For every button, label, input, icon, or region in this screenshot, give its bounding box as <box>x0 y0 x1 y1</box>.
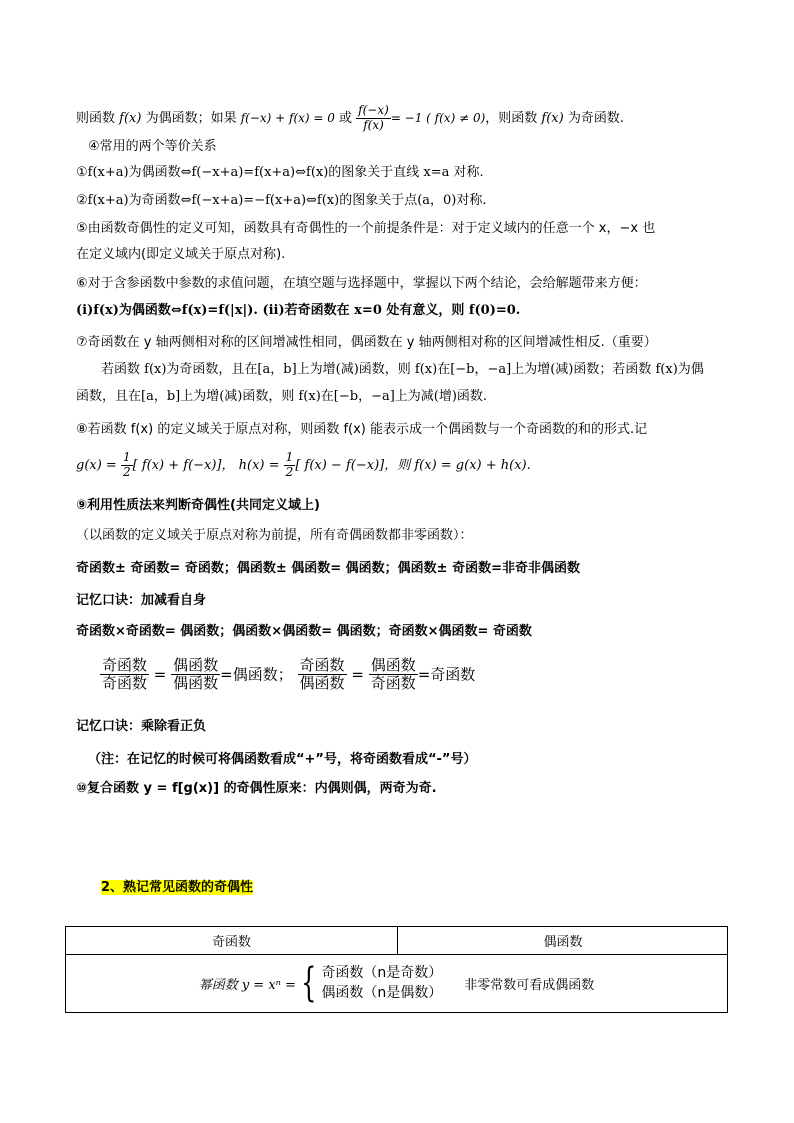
section-heading: 2、熟记常见函数的奇偶性 <box>101 880 254 895</box>
ratio-fraction: $\frac{f(-x)}{f(x)}$ <box>358 103 389 132</box>
composite-function-rule: ⑩复合函数 y = f[g(x)] 的奇偶性原来：内偶则偶，两奇为奇. <box>76 781 437 796</box>
division-mnemonic: 记忆口诀：乘除看正负 <box>76 719 207 734</box>
monotonicity-property: ⑦奇函数在 y 轴两侧相对称的区间增减性相同，偶函数在 y 轴两侧相对称的区间增减性相反.（重要） <box>76 335 657 350</box>
even-shift-equivalence: ①f(x+a)为偶函数⇔f(−x+a)=f(x+a)⇔f(x)的图象关于直线 x=a 对称. <box>76 165 484 180</box>
monotonicity-detail: 若函数 f(x)为奇函数，且在[a，b]上为增(减)函数，则 f(x)在[−b，−a]上为增(减)函数；若函数 f(x)为偶 <box>101 362 704 377</box>
odd-function-definition-line: 则函数 f(x) 为偶函数；如果 f(−x) + f(x) = 0 或 $\frac{f(-x)}{f(x)}$ = −1 ( f(x) ≠ 0)，则函数 f(x) 为奇函数. <box>76 103 624 132</box>
addition-mnemonic: 记忆口诀：加减看自身 <box>76 593 207 608</box>
equivalence-heading: ④常用的两个等价关系 <box>88 139 217 154</box>
constant-note: 非零常数可看成偶函数 <box>464 977 595 993</box>
even-over-odd-fraction: $\frac{\text{偶函数}}{\text{奇函数}}$ <box>370 656 416 693</box>
property-method-premise: （以函数的定义域关于原点对称为前提，所有奇偶函数都非零函数）： <box>76 528 473 543</box>
domain-symmetry-note: ⑤由函数奇偶性的定义可知，函数具有奇偶性的一个前提条件是：对于定义域内的任意一个 x，−x 也 <box>76 221 656 236</box>
decomposition-formula: g(x) = $\frac{1}{2}$ [ f(x) + f(−x)]， h(x) = $\frac{1}{2}$ [ f(x) − f(−x)]，则 f(x) = g(x) + h(x). <box>76 450 531 479</box>
left-brace: { <box>301 960 317 1006</box>
property-method-heading: ⑨利用性质法来判断奇偶性(共同定义域上) <box>76 498 320 513</box>
half-fraction-1: $\frac{1}{2}$ <box>122 450 131 479</box>
parameter-conclusions: (i)f(x)为偶函数⇔f(x)=f(|x|). (ii)若奇函数在 x=0 处有意义，则 f(0)=0. <box>76 303 521 318</box>
division-rules: $\frac{\text{奇函数}}{\text{奇函数}}$ = $\frac{\text{偶函数}}{\text{偶函数}}$ =偶函数； $\frac{\text{奇函数}}{\text{偶函数}}$ = $\frac{\text{偶函数}}{\text{奇函数}}$ =奇函数 <box>102 656 476 693</box>
decomposition-property: ⑧若函数 f(x) 的定义域关于原点对称，则函数 f(x) 能表示成一个偶函数与一个奇函数的和的形式.记 <box>76 422 648 437</box>
odd-over-odd-fraction: $\frac{\text{奇函数}}{\text{奇函数}}$ <box>102 656 148 693</box>
multiplication-rules: 奇函数×奇函数= 偶函数；偶函数×偶函数= 偶函数；奇函数×偶函数= 奇函数 <box>76 624 532 639</box>
power-cases: 奇函数（n是奇数） 偶函数（n是偶数） <box>321 965 443 1001</box>
half-fraction-2: $\frac{1}{2}$ <box>285 450 294 479</box>
parity-table <box>65 926 728 1013</box>
even-over-even-fraction: $\frac{\text{偶函数}}{\text{偶函数}}$ <box>173 656 219 693</box>
odd-shift-equivalence: ②f(x+a)为奇函数⇔f(−x+a)=−f(x+a)⇔f(x)的图象关于点(a，0)对称. <box>76 193 487 208</box>
domain-symmetry-note-cont: 在定义域内(即定义域关于原点对称). <box>76 247 286 262</box>
odd-over-even-fraction: $\frac{\text{奇函数}}{\text{偶函数}}$ <box>299 656 345 693</box>
table-header-even: 偶函数 <box>543 935 583 950</box>
parameter-tip: ⑥对于含参函数中参数的求值问题，在填空题与选择题中，掌握以下两个结论，会给解题带来方便： <box>76 276 647 291</box>
monotonicity-detail-cont: 函数，且在[a，b]上为增(减)函数，则 f(x)在[−b，−a]上为减(增)函数. <box>76 389 488 404</box>
table-header-odd: 奇函数 <box>211 935 251 950</box>
table-row <box>66 954 727 1012</box>
memory-note: （注：在记忆的时候可将偶函数看成“+”号，将奇函数看成“-”号） <box>88 752 477 767</box>
addition-rules: 奇函数± 奇函数= 奇函数；偶函数± 偶函数= 偶函数；偶函数± 奇函数=非奇非偶函数 <box>76 561 580 576</box>
power-function-label: 幂函数 y = xⁿ = <box>198 977 296 993</box>
